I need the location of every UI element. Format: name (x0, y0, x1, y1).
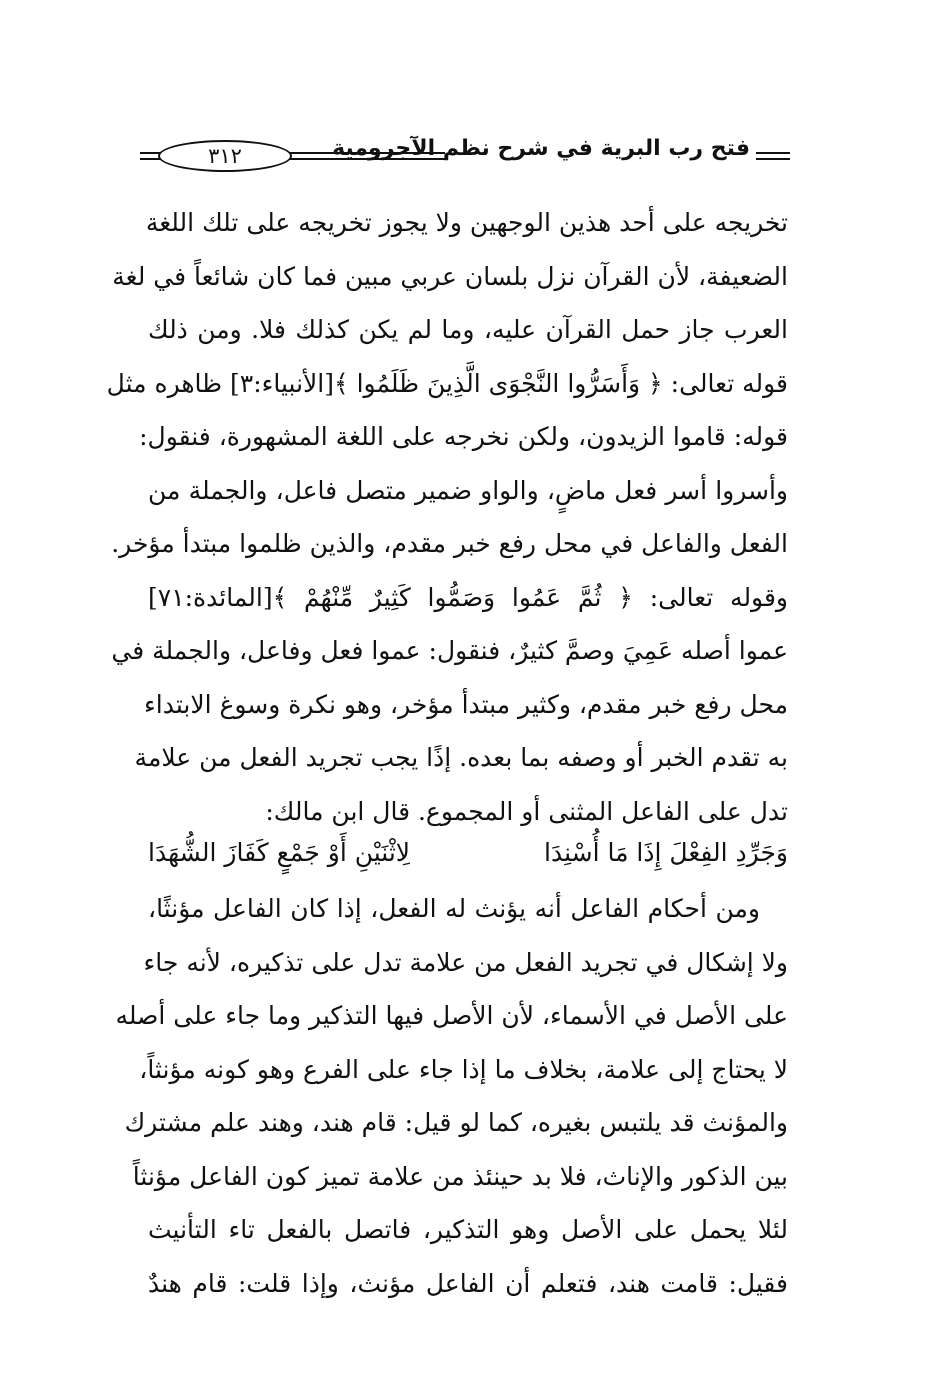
text-line: عموا أصله عَمِيَ وصمَّ كثيرٌ، فنقول: عموا فعل وفاعل، والجملة في (111, 636, 788, 665)
text-line: العرب جاز حمل القرآن عليه، وما لم يكن كذلك فلا. ومن ذلك (148, 315, 788, 344)
text-line: ومن أحكام الفاعل أنه يؤنث له الفعل، إذا كان الفاعل مؤنثًا، (148, 894, 760, 923)
text-line: الضعيفة، لأن القرآن نزل بلسان عربي مبين فما كان شائعاً في لغة (112, 261, 788, 291)
text-line: قوله تعالى: ﴿ وَأَسَرُّوا النَّجْوَى الَّذِينَ ظَلَمُوا ﴾[الأنبياء:٣] ظاهره مثل (106, 368, 788, 398)
header-rule-left (140, 152, 160, 160)
text-line: وأسروا أسر فعل ماضٍ، والواو ضمير متصل فاعل، والجملة من (148, 475, 788, 505)
text-line: به تقدم الخبر أو وصفه بما بعده. إذًا يجب تجريد الفعل من علامة (134, 743, 788, 772)
verse-second-hemistich: لِاثْنَيْنِ أَوْ جَمْعٍ كَفَازَ الشُّهَدَا (148, 838, 411, 867)
verse-first-hemistich: وَجَرِّدِ الفِعْلَ إِذَا مَا أُسْنِدَا (544, 838, 788, 867)
text-line: وقوله تعالى: ﴿ ثُمَّ عَمُوا وَصَمُّوا كَثِيرٌ مِّنْهُمْ ﴾[المائدة:٧١] (148, 582, 788, 612)
page-number: ٣١٢ (158, 140, 292, 172)
text-line: محل رفع خبر مقدم، وكثير مبتدأ مؤخر، وهو نكرة وسوغ الابتداء (144, 689, 788, 719)
text-line: تدل على الفاعل المثنى أو المجموع. قال ابن مالك: (265, 796, 788, 826)
paragraph-2 (115, 882, 788, 1310)
text-line: لا يحتاج إلى علامة، بخلاف ما إذا جاء على الفرع وهو كونه مؤنثاً، (139, 1054, 788, 1084)
text-line: لئلا يحمل على الأصل وهو التذكير، فاتصل بالفعل تاء التأنيث (148, 1215, 788, 1244)
text-line: ولا إشكال في تجريد الفعل من علامة تدل على تذكيره، لأنه جاء (143, 947, 788, 977)
text-line: فقيل: قامت هند، فتعلم أن الفاعل مؤنث، وإذا قلت: قام هندٌ (148, 1268, 788, 1298)
book-title: فتح رب البرية في شرح نظم الآجرومية (332, 136, 750, 161)
poetry-verse (148, 826, 788, 880)
paragraph-1 (106, 196, 788, 838)
text-line: قوله: قاموا الزيدون، ولكن نخرجه على اللغة المشهورة، فنقول: (139, 422, 788, 451)
text-line: الفعل والفاعل في محل رفع خبر مقدم، والذين ظلموا مبتدأ مؤخر. (111, 529, 788, 558)
running-header (140, 132, 790, 180)
header-rule-right (756, 152, 790, 160)
text-line: بين الذكور والإناث، فلا بد حينئذ من علامة تميز كون الفاعل مؤنثاً (132, 1161, 788, 1191)
text-line: تخريجه على أحد هذين الوجهين ولا يجوز تخريجه على تلك اللغة (145, 208, 788, 237)
text-line: على الأصل في الأسماء، لأن الأصل فيها التذكير وما جاء على أصله (115, 1001, 788, 1030)
text-line: والمؤنث قد يلتبس بغيره، كما لو قيل: قام هند، وهند علم مشترك (124, 1108, 788, 1137)
header-rule-middle (290, 152, 445, 160)
